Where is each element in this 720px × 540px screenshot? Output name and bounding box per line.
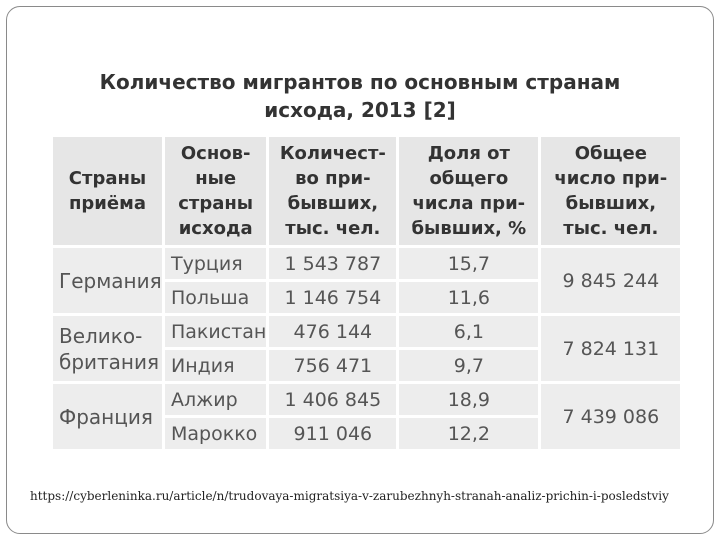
header-total-arrivals: Общее число при-бывших, тыс. чел. — [540, 136, 682, 247]
origin-cell: Турция — [164, 247, 268, 281]
source-link[interactable]: https://cyberleninka.ru/article/n/trudovaya-migratsiya-v-zarubezhnyh-stranah-analiz-prichin-i-posledstviy — [30, 489, 669, 503]
count-cell: 1 146 754 — [268, 281, 398, 315]
table-header-row — [52, 136, 682, 247]
total-cell: 7 824 131 — [540, 315, 682, 383]
share-cell: 6,1 — [398, 315, 540, 349]
migration-table — [50, 134, 683, 452]
title-line-2: исхода, 2013 [2] — [264, 98, 456, 122]
header-share-percent: Доля от общего числа при-бывших, % — [398, 136, 540, 247]
table-row — [52, 383, 682, 417]
country-cell: Германия — [52, 247, 164, 315]
share-cell: 12,2 — [398, 417, 540, 451]
title-line-1: Количество мигрантов по основным странам — [99, 70, 621, 94]
country-cell: Франция — [52, 383, 164, 451]
origin-cell: Индия — [164, 349, 268, 383]
origin-cell: Пакистан — [164, 315, 268, 349]
table-row — [52, 247, 682, 281]
header-migrant-count: Количест-во при-бывших, тыс. чел. — [268, 136, 398, 247]
country-cell: Велико-британия — [52, 315, 164, 383]
header-destination-country: Страны приёма — [52, 136, 164, 247]
origin-cell: Марокко — [164, 417, 268, 451]
header-origin-country: Основ-ные страны исхода — [164, 136, 268, 247]
total-cell: 9 845 244 — [540, 247, 682, 315]
share-cell: 15,7 — [398, 247, 540, 281]
table-row — [52, 315, 682, 349]
table-title — [40, 68, 680, 124]
count-cell: 1 406 845 — [268, 383, 398, 417]
share-cell: 11,6 — [398, 281, 540, 315]
total-cell: 7 439 086 — [540, 383, 682, 451]
count-cell: 476 144 — [268, 315, 398, 349]
share-cell: 9,7 — [398, 349, 540, 383]
count-cell: 756 471 — [268, 349, 398, 383]
count-cell: 1 543 787 — [268, 247, 398, 281]
origin-cell: Алжир — [164, 383, 268, 417]
origin-cell: Польша — [164, 281, 268, 315]
share-cell: 18,9 — [398, 383, 540, 417]
count-cell: 911 046 — [268, 417, 398, 451]
